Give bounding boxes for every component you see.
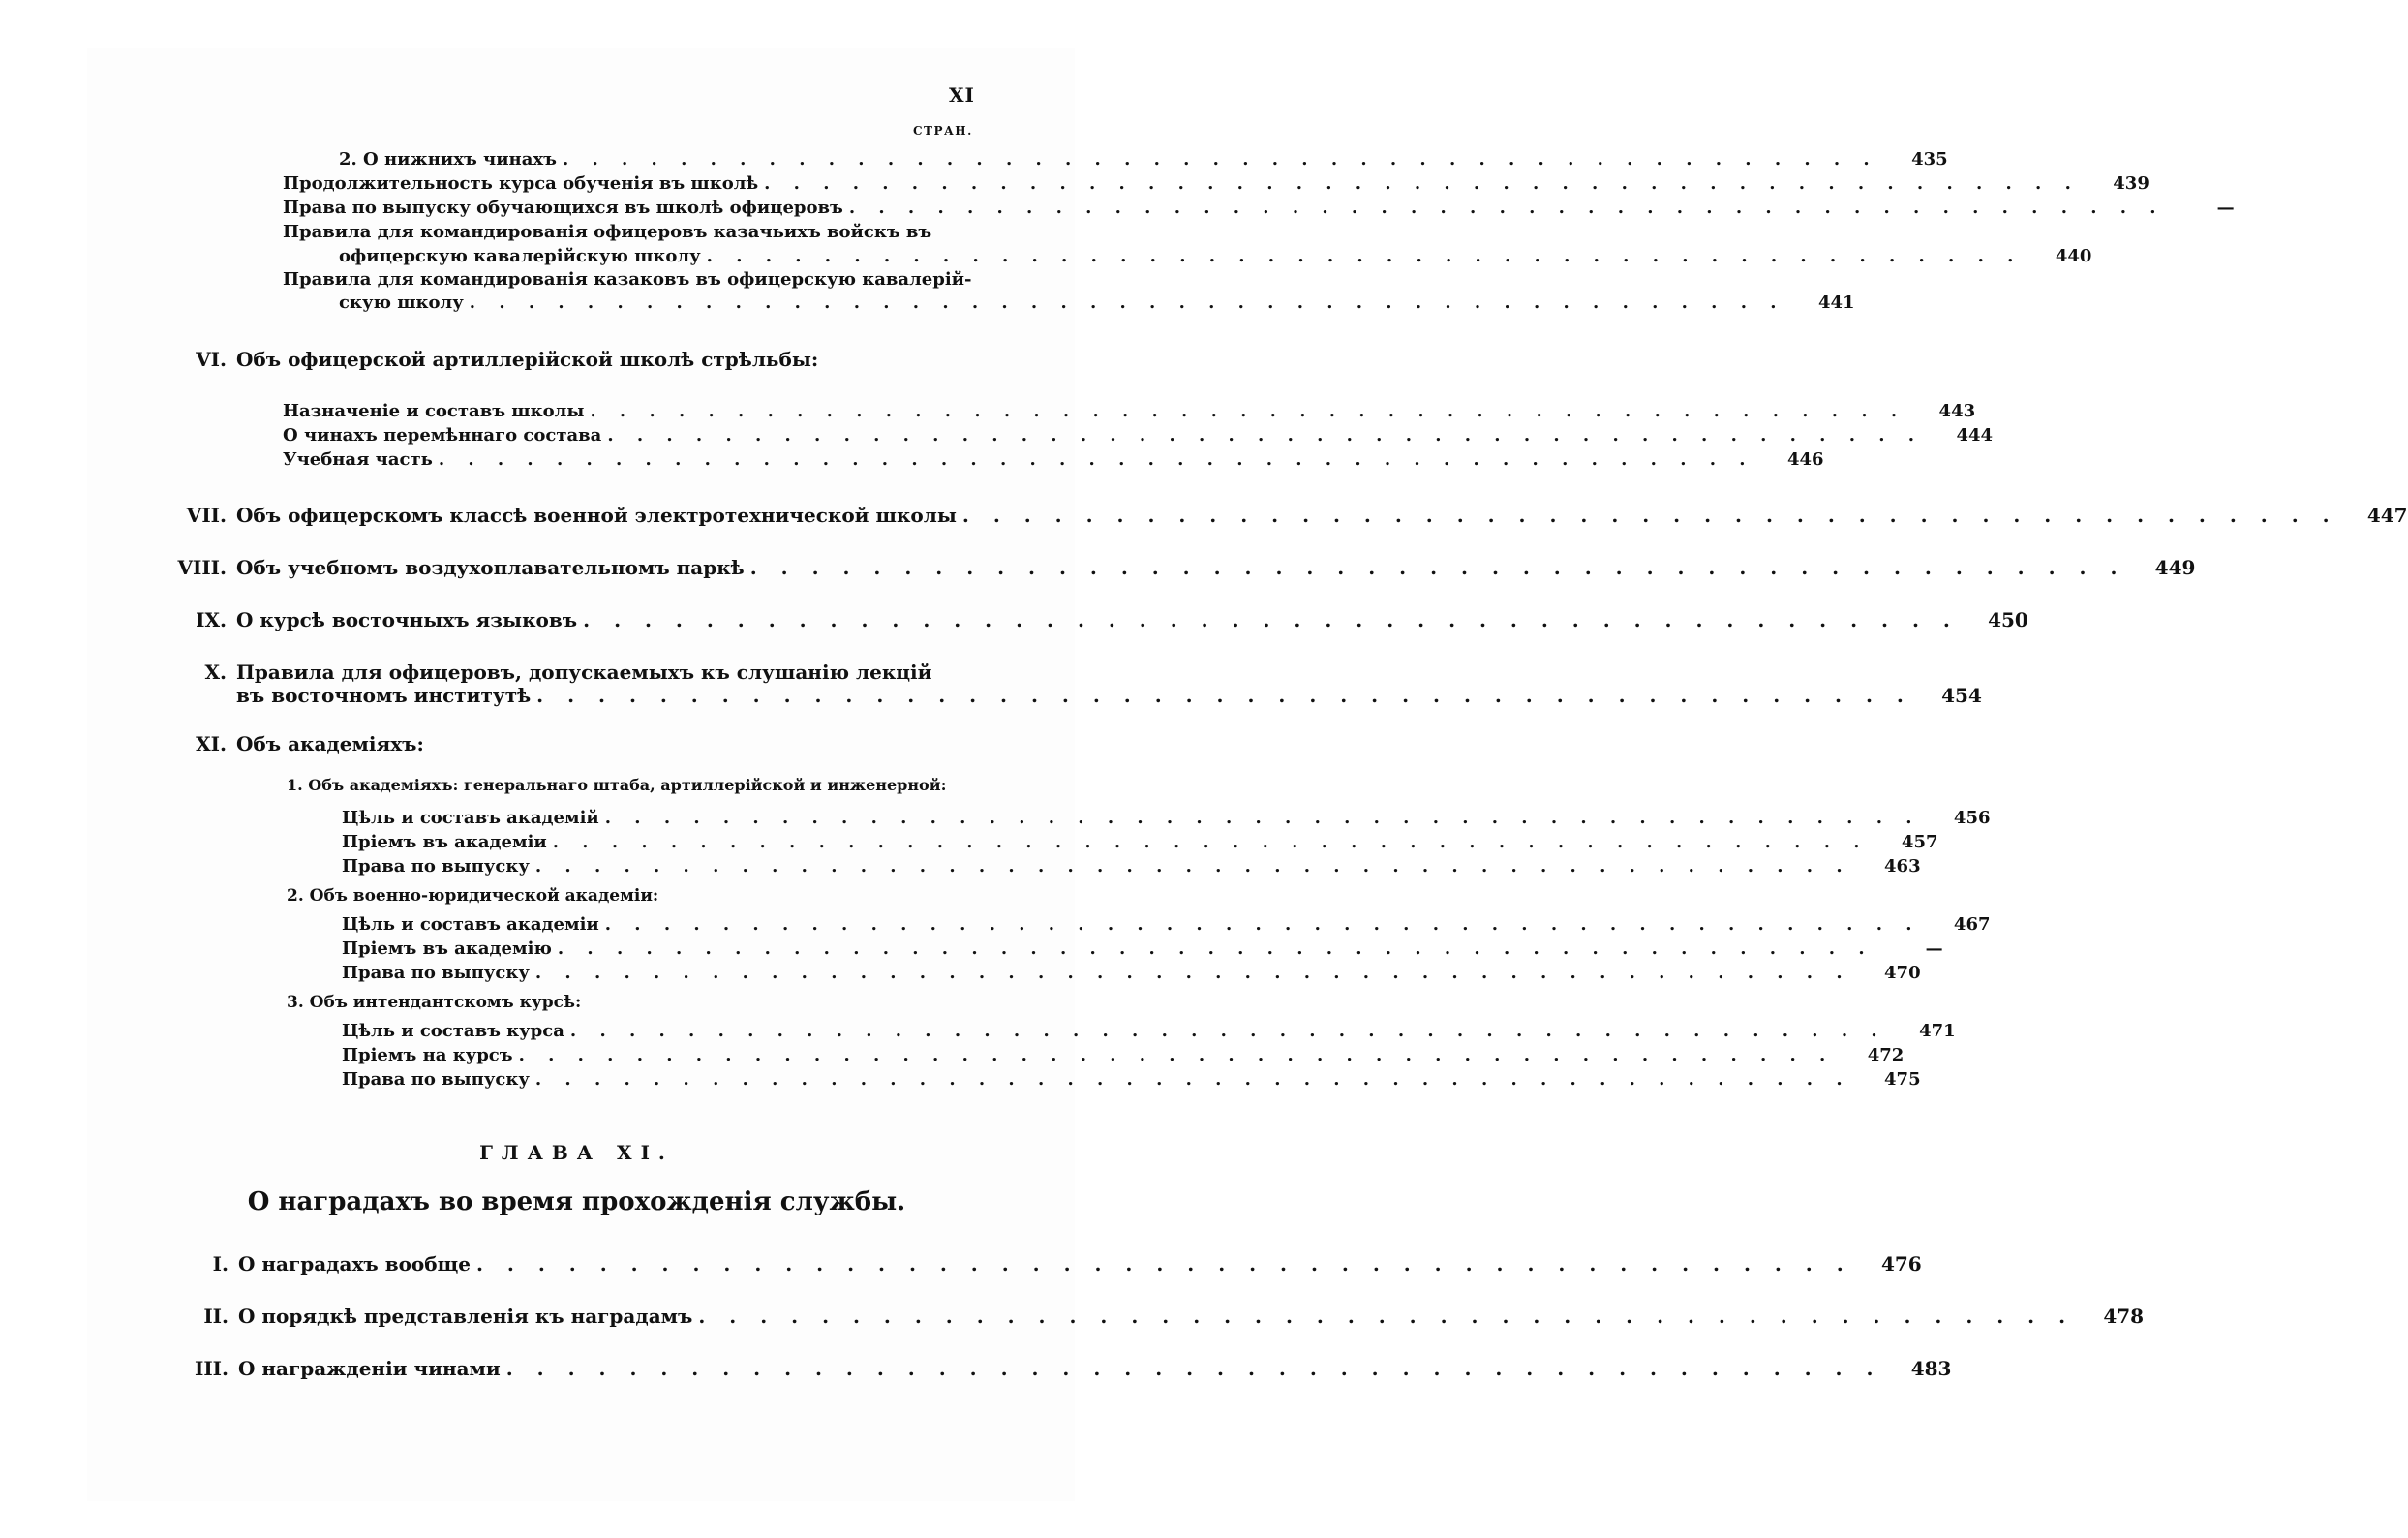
section-title: Правила для офицеровъ, допускаемыхъ къ слушанію лекцій <box>236 661 932 684</box>
toc-entry: Цѣль и составъ академіи . . . . . . . . . . . . . . . . . . . . . . . . . . . . . . . . . . . . . . . . . . . . . 467 <box>342 914 1991 935</box>
toc-entry: О чинахъ перемѣннаго состава . . . . . . . . . . . . . . . . . . . . . . . . . . . . . . . . . . . . . . . . . . . . . 444 <box>283 425 1994 446</box>
section-numeral: III. <box>194 1357 229 1380</box>
toc-entry-line: Правила для командированія офицеровъ казачьихъ войскъ въ <box>283 222 932 242</box>
section-entry: О наградахъ вообще . . . . . . . . . . . . . . . . . . . . . . . . . . . . . . . . . . . . . . . . . . . . . 476 <box>238 1252 1922 1276</box>
toc-entry: Пріемъ въ академію . . . . . . . . . . . . . . . . . . . . . . . . . . . . . . . . . . . . . . . . . . . . . — <box>342 938 1943 959</box>
section-entry: О порядкѣ представленія къ наградамъ . . . . . . . . . . . . . . . . . . . . . . . . . . . . . . . . . . . . . . . . . . . . . 478 <box>238 1305 2145 1328</box>
toc-entry: Права по выпуску . . . . . . . . . . . . . . . . . . . . . . . . . . . . . . . . . . . . . . . . . . . . . 475 <box>342 1069 1921 1090</box>
toc-entry: Цѣль и составъ курса . . . . . . . . . . . . . . . . . . . . . . . . . . . . . . . . . . . . . . . . . . . . . 471 <box>342 1021 1956 1041</box>
section-numeral: I. <box>212 1252 229 1276</box>
section-entry: Объ учебномъ воздухоплавательномъ паркѣ . . . . . . . . . . . . . . . . . . . . . . . . . . . . . . . . . . . . . . . . . . . . . 449 <box>236 556 2196 579</box>
section-numeral: VII. <box>186 504 227 527</box>
section-entry: О награжденіи чинами . . . . . . . . . . . . . . . . . . . . . . . . . . . . . . . . . . . . . . . . . . . . . 483 <box>238 1357 1952 1380</box>
toc-entry: Учебная часть . . . . . . . . . . . . . . . . . . . . . . . . . . . . . . . . . . . . . . . . . . . . . 446 <box>283 449 1824 470</box>
toc-entry: Пріемъ въ академіи . . . . . . . . . . . . . . . . . . . . . . . . . . . . . . . . . . . . . . . . . . . . . 457 <box>342 832 1938 852</box>
toc-entry: Назначеніе и составъ школы . . . . . . . . . . . . . . . . . . . . . . . . . . . . . . . . . . . . . . . . . . . . . 443 <box>283 401 1976 421</box>
section-entry: О курсѣ восточныхъ языковъ . . . . . . . . . . . . . . . . . . . . . . . . . . . . . . . . . . . . . . . . . . . . . 450 <box>236 608 2028 631</box>
toc-entry: Права по выпуску . . . . . . . . . . . . . . . . . . . . . . . . . . . . . . . . . . . . . . . . . . . . . 470 <box>342 963 1921 983</box>
subsection-title: 3. Объ интендантскомъ курсѣ: <box>287 993 582 1012</box>
section-title: Объ академіяхъ: <box>236 732 424 755</box>
toc-entry: Цѣль и составъ академій . . . . . . . . . . . . . . . . . . . . . . . . . . . . . . . . . . . . . . . . . . . . . 456 <box>342 808 1991 828</box>
toc-entry: 2. О нижнихъ чинахъ . . . . . . . . . . . . . . . . . . . . . . . . . . . . . . . . . . . . . . . . . . . . . 435 <box>339 149 1948 169</box>
page-number: XI <box>949 83 975 107</box>
toc-entry: Продолжительность курса обученія въ школѣ . . . . . . . . . . . . . . . . . . . . . . . . . . . . . . . . . . . . . . . . . . . . . 439 <box>283 173 2149 194</box>
section-numeral: X. <box>204 661 227 684</box>
chapter-label: ГЛАВА XI. <box>479 1141 674 1164</box>
chapter-title: О наградахъ во время прохожденія службы. <box>247 1187 906 1216</box>
section-numeral: II. <box>203 1305 229 1328</box>
toc-entry: офицерскую кавалерійскую школу . . . . . . . . . . . . . . . . . . . . . . . . . . . . . . . . . . . . . . . . . . . . . 440 <box>339 246 2092 266</box>
section-numeral: IX. <box>196 608 227 631</box>
section-title: Объ офицерской артиллерійской школѣ стрѣльбы: <box>236 348 819 371</box>
toc-entry: Права по выпуску . . . . . . . . . . . . . . . . . . . . . . . . . . . . . . . . . . . . . . . . . . . . . 463 <box>342 856 1921 877</box>
page-column-label: СТРАН. <box>913 124 973 138</box>
subsection-title: 2. Объ военно-юридической академіи: <box>287 886 659 906</box>
toc-entry: скую школу . . . . . . . . . . . . . . . . . . . . . . . . . . . . . . . . . . . . . . . . . . . . . 441 <box>339 292 1855 313</box>
toc-entry: Права по выпуску обучающихся въ школѣ офицеровъ . . . . . . . . . . . . . . . . . . . . . . . . . . . . . . . . . . . . . . . . . . . . . — <box>283 198 2235 218</box>
section-numeral: XI. <box>196 732 227 755</box>
toc-entry-line: Правила для командированія казаковъ въ офицерскую кавалерій- <box>283 269 972 290</box>
section-numeral: VIII. <box>177 556 227 579</box>
section-entry: Объ офицерскомъ классѣ военной электротехнической школы . . . . . . . . . . . . . . . . . . . . . . . . . . . . . . . . . . . . . . . . . . . . . 447 <box>236 504 2408 527</box>
subsection-title: 1. Объ академіяхъ: генеральнаго штаба, артиллерійской и инженерной: <box>287 776 947 794</box>
toc-entry: Пріемъ на курсъ . . . . . . . . . . . . . . . . . . . . . . . . . . . . . . . . . . . . . . . . . . . . . 472 <box>342 1045 1905 1065</box>
section-numeral: VI. <box>196 348 227 371</box>
section-entry: въ восточномъ институтѣ . . . . . . . . . . . . . . . . . . . . . . . . . . . . . . . . . . . . . . . . . . . . . 454 <box>236 684 1982 707</box>
